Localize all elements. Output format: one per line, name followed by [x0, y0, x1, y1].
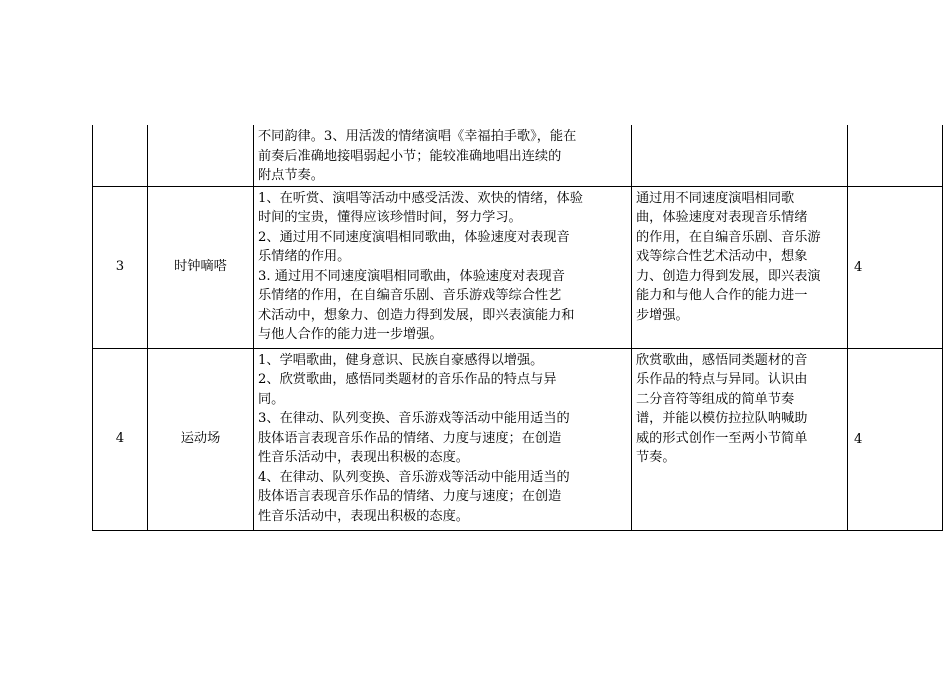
unit-number-cell	[93, 125, 148, 186]
content-line: 的作用，在自编音乐剧、音乐游	[636, 229, 821, 245]
objective-line: 3. 通过用不同速度演唱相同歌曲，体验速度对表现音	[258, 268, 565, 284]
table-row	[93, 186, 943, 348]
objective-line: 与他人合作的能力进一步增强。	[258, 327, 443, 342]
objective-line: 不同韵律。3、用活泼的情绪演唱《幸福拍手歌》，能在	[258, 129, 577, 144]
content-line: 欣赏歌曲，感悟同类题材的音	[636, 352, 808, 368]
objective-line: 2、通过用不同速度演唱相同歌曲，体验速度对表现音	[258, 229, 570, 245]
content-cell	[632, 186, 848, 348]
objective-line: 乐情绪的作用。	[258, 249, 351, 264]
content-line: 力、创造力得到发展，即兴表演	[636, 268, 821, 284]
objectives-cell	[254, 125, 632, 186]
objective-line: 附点节奏。	[258, 168, 324, 183]
content-line: 通过用不同速度演唱相同歌	[636, 190, 795, 206]
unit-number-cell: 3	[93, 186, 148, 348]
unit-number-cell: 4	[93, 348, 148, 530]
objective-line: 1、学唱歌曲，健身意识、民族自豪感得以增强。	[258, 352, 544, 368]
objectives-cell	[254, 186, 632, 348]
content-line: 乐作品的特点与异同。认识由	[636, 372, 808, 387]
table-row	[93, 125, 943, 186]
objective-line: 性音乐活动中，表现出积极的态度。	[258, 450, 469, 465]
content-line: 曲，体验速度对表现音乐情绪	[636, 210, 808, 225]
content-line: 二分音符等组成的简单节奏	[636, 391, 795, 407]
table-row	[93, 348, 943, 530]
hours-cell	[848, 125, 943, 186]
objective-line: 肢体语言表现音乐作品的情绪、力度与速度；在创造	[258, 489, 562, 504]
objective-line: 1、在听赏、演唱等活动中感受活泼、欢快的情绪，体验	[258, 190, 583, 206]
hours-cell: 4	[848, 186, 943, 348]
content-line: 谱，并能以模仿拉拉队呐喊助	[636, 411, 808, 426]
objective-line: 乐情绪的作用，在自编音乐剧、音乐游戏等综合性艺	[258, 288, 562, 303]
unit-title-cell: 运动场	[148, 348, 254, 530]
objective-line: 前奏后准确地接唱弱起小节；能较准确地唱出连续的	[258, 148, 562, 164]
objective-line: 时间的宝贵，懂得应该珍惜时间，努力学习。	[258, 210, 522, 225]
objective-line: 2、欣赏歌曲，感悟同类题材的音乐作品的特点与异	[258, 372, 557, 387]
objective-line: 4、在律动、队列变换、音乐游戏等活动中能用适当的	[258, 469, 570, 485]
content-cell	[632, 125, 848, 186]
unit-title-cell	[148, 125, 254, 186]
objective-line: 肢体语言表现音乐作品的情绪、力度与速度；在创造	[258, 430, 562, 446]
content-line: 威的形式创作一至两小节简单	[636, 430, 808, 446]
curriculum-table	[92, 125, 943, 531]
objective-line: 3、在律动、队列变换、音乐游戏等活动中能用适当的	[258, 411, 570, 426]
objectives-cell	[254, 348, 632, 530]
objective-line: 同。	[258, 391, 285, 407]
content-line: 节奏。	[636, 450, 676, 465]
content-line: 能力和与他人合作的能力进一	[636, 288, 808, 303]
hours-cell: 4	[848, 348, 943, 530]
objective-line: 性音乐活动中，表现出积极的态度。	[258, 508, 469, 524]
unit-title-cell: 时钟嘀嗒	[148, 186, 254, 348]
content-line: 步增强。	[636, 307, 689, 323]
content-line: 戏等综合性艺术活动中，想象	[636, 249, 808, 264]
content-cell	[632, 348, 848, 530]
objective-line: 术活动中，想象力、创造力得到发展，即兴表演能力和	[258, 307, 575, 323]
